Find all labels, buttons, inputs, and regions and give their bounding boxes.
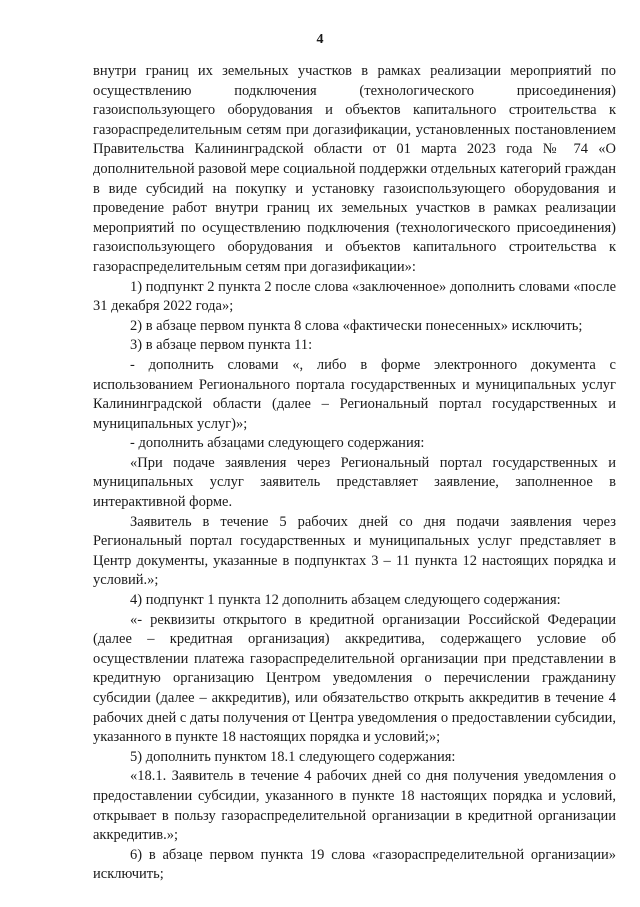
- paragraph-6: - дополнить абзацами следующего содержания:: [130, 435, 425, 452]
- paragraph-4: 3) в абзаце первом пункта 11:: [130, 337, 313, 354]
- paragraph-13: 6) в абзаце первом пункта 19 слова «газораспределительной организации» исключить;: [93, 846, 616, 883]
- paragraph-9: 4) подпункт 1 пункта 12 дополнить абзацем следующего содержания:: [130, 592, 561, 609]
- paragraph-5: - дополнить словами «, либо в форме электронного документа с использованием Регионального портала государственных и муниципальных услуг Калининградской области (далее – Региональный портал государственных и муниципальных услуг)»;: [93, 356, 616, 432]
- paragraph-2: 1) подпункт 2 пункта 2 после слова «заключенное» дополнить словами «после 31 декабря 2022 года»;: [93, 278, 616, 315]
- paragraph-10: «- реквизиты открытого в кредитной организации Российской Федерации (далее – кредитная организация) аккредитива, содержащего условие об осуществлении платежа газораспределительной организации при представлении в кредитную организацию Центром уведомления о перечислении гражданину субсидии (далее – аккредитив), или обязательство открыть аккредитив в течение 4 рабочих дней с даты получения от Центра уведомления о предоставлении субсидии, указанного в пункте 18 настоящих порядка и условий;»;: [93, 611, 616, 746]
- paragraph-8: Заявитель в течение 5 рабочих дней со дня подачи заявления через Региональный портал государственных и муниципальных услуг представляет в Центр документы, указанные в подпунктах 3 – 11 пункта 12 настоящих порядка и условий.»;: [93, 513, 616, 589]
- paragraph-3: 2) в абзаце первом пункта 8 слова «фактически понесенных» исключить;: [130, 317, 583, 334]
- document-body: [93, 62, 616, 885]
- paragraph-1: внутри границ их земельных участков в рамках реализации мероприятий по осуществлению подключения (технологического присоединения) газоиспользующего оборудования и объектов капитального строительства к газораспределительным сетям при догазификации, установленных постановлением Правительства Калининградской области от 01 марта 2023 года № 74 «О дополнительной разовой мере социальной поддержки отдельных категорий граждан в виде субсидий на покупку и установку газоиспользующего оборудования и проведение работ внутри границ их земельных участков в рамках реализации мероприятий по осуществлению подключения (технологического присоединения) газоиспользующего оборудования и объектов капитального строительства к газораспределительным сетям при догазификации»:: [93, 63, 616, 275]
- paragraph-11: 5) дополнить пунктом 18.1 следующего содержания:: [130, 748, 456, 765]
- paragraph-12: «18.1. Заявитель в течение 4 рабочих дней со дня получения уведомления о предоставлении субсидии, указанного в пункте 18 настоящих порядка и условий, открывает в пользу газораспределительной организации в кредитной организации аккредитив.»;: [93, 768, 616, 844]
- paragraph-7: «При подаче заявления через Региональный портал государственных и муниципальных услуг заявитель представляет заявление, заполненное в интерактивной форме.: [93, 454, 616, 511]
- page-number: 4: [316, 32, 324, 47]
